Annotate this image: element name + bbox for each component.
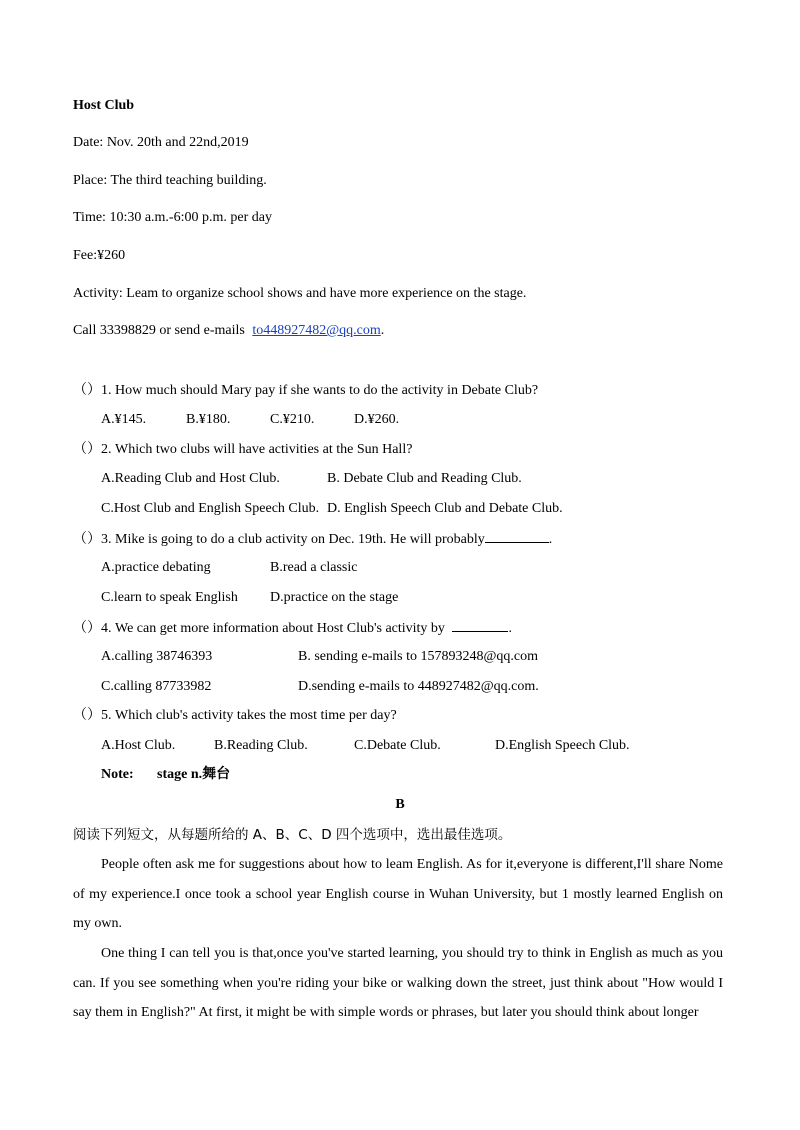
q1-option-c: C.¥210. bbox=[270, 412, 315, 427]
contact-call-text: Call 33398829 or send e-mails bbox=[73, 323, 249, 338]
q2-option-c: C.Host Club and English Speech Club. bbox=[101, 501, 320, 516]
q4-option-c: C.calling 87733982 bbox=[101, 679, 212, 694]
host-club-contact bbox=[73, 322, 384, 340]
q5-option-c: C.Debate Club. bbox=[354, 738, 441, 753]
section-b-heading: B bbox=[395, 797, 405, 812]
q3-option-a: A.practice debating bbox=[101, 560, 211, 575]
q1-option-a: A.¥145. bbox=[101, 412, 147, 427]
question-1: （）1. How much should Mary pay if she wants to do the activity in Debate Club? bbox=[73, 383, 539, 398]
q2-option-d: D. English Speech Club and Debate Club. bbox=[327, 501, 563, 516]
host-club-title: Host Club bbox=[73, 98, 135, 113]
q4-answer-blank bbox=[452, 619, 508, 632]
question-5: （）5. Which club's activity takes the most time per day? bbox=[73, 708, 397, 723]
q3-stem: （）3. Mike is going to do a club activity on Dec. 19th. He will probably bbox=[73, 532, 485, 547]
note-text: stage n.舞台 bbox=[157, 767, 231, 782]
section-b-instruction: 阅读下列短文，从每题所给的 A、B、C、D 四个选项中，选出最佳选项。 bbox=[73, 827, 512, 843]
q3-stem-end: . bbox=[548, 532, 553, 547]
q5-option-a: A.Host Club. bbox=[101, 738, 176, 753]
question-3 bbox=[73, 530, 552, 549]
q5-option-b: B.Reading Club. bbox=[214, 738, 308, 753]
q3-option-b: B.read a classic bbox=[270, 560, 358, 575]
q3-answer-blank bbox=[485, 530, 549, 543]
host-club-time: Time: 10:30 a.m.-6:00 p.m. per day bbox=[73, 210, 272, 225]
q3-option-c: C.learn to speak English bbox=[101, 590, 238, 605]
email-link[interactable]: to448927482@qq.com bbox=[252, 323, 381, 338]
host-club-date: Date: Nov. 20th and 22nd,2019 bbox=[73, 135, 249, 150]
passage-paragraph-1: People often ask me for suggestions about how to leam English. As for it,everyone is different,I'll share Nome of my experience.I once took a school year English course in Wuhan University, but 1 mostly learned English on my own. bbox=[73, 857, 723, 931]
host-club-activity: Activity: Leam to organize school shows and have more experience on the stage. bbox=[73, 286, 527, 301]
q2-option-a: A.Reading Club and Host Club. bbox=[101, 471, 280, 486]
q4-stem: （）4. We can get more information about Host Club's activity by bbox=[73, 621, 449, 636]
q3-option-d: D.practice on the stage bbox=[270, 590, 399, 605]
q4-option-b: B. sending e-mails to 157893248@qq.com bbox=[298, 649, 538, 664]
q2-option-b: B. Debate Club and Reading Club. bbox=[327, 471, 522, 486]
q1-option-d: D.¥260. bbox=[354, 412, 400, 427]
passage-paragraph-2: One thing I can tell you is that,once you've started learning, you should try to think in English as much as you can. If you see something when you're riding your bike or walking down the street, just think about "How would I say them in English?" At first, it might be with simple words or phrases, but later you should think about longer bbox=[73, 946, 723, 1020]
contact-end: . bbox=[380, 323, 385, 338]
question-2: （）2. Which two clubs will have activities at the Sun Hall? bbox=[73, 442, 413, 457]
host-club-place: Place: The third teaching building. bbox=[73, 173, 267, 188]
q5-option-d: D.English Speech Club. bbox=[495, 738, 630, 753]
note-label: Note: bbox=[101, 767, 134, 782]
q4-stem-end: . bbox=[508, 621, 512, 636]
question-4 bbox=[73, 619, 512, 638]
host-club-fee: Fee:¥260 bbox=[73, 248, 126, 263]
q4-option-a: A.calling 38746393 bbox=[101, 649, 213, 664]
q1-option-b: B.¥180. bbox=[186, 412, 231, 427]
q4-option-d: D.sending e-mails to 448927482@qq.com. bbox=[298, 679, 539, 694]
